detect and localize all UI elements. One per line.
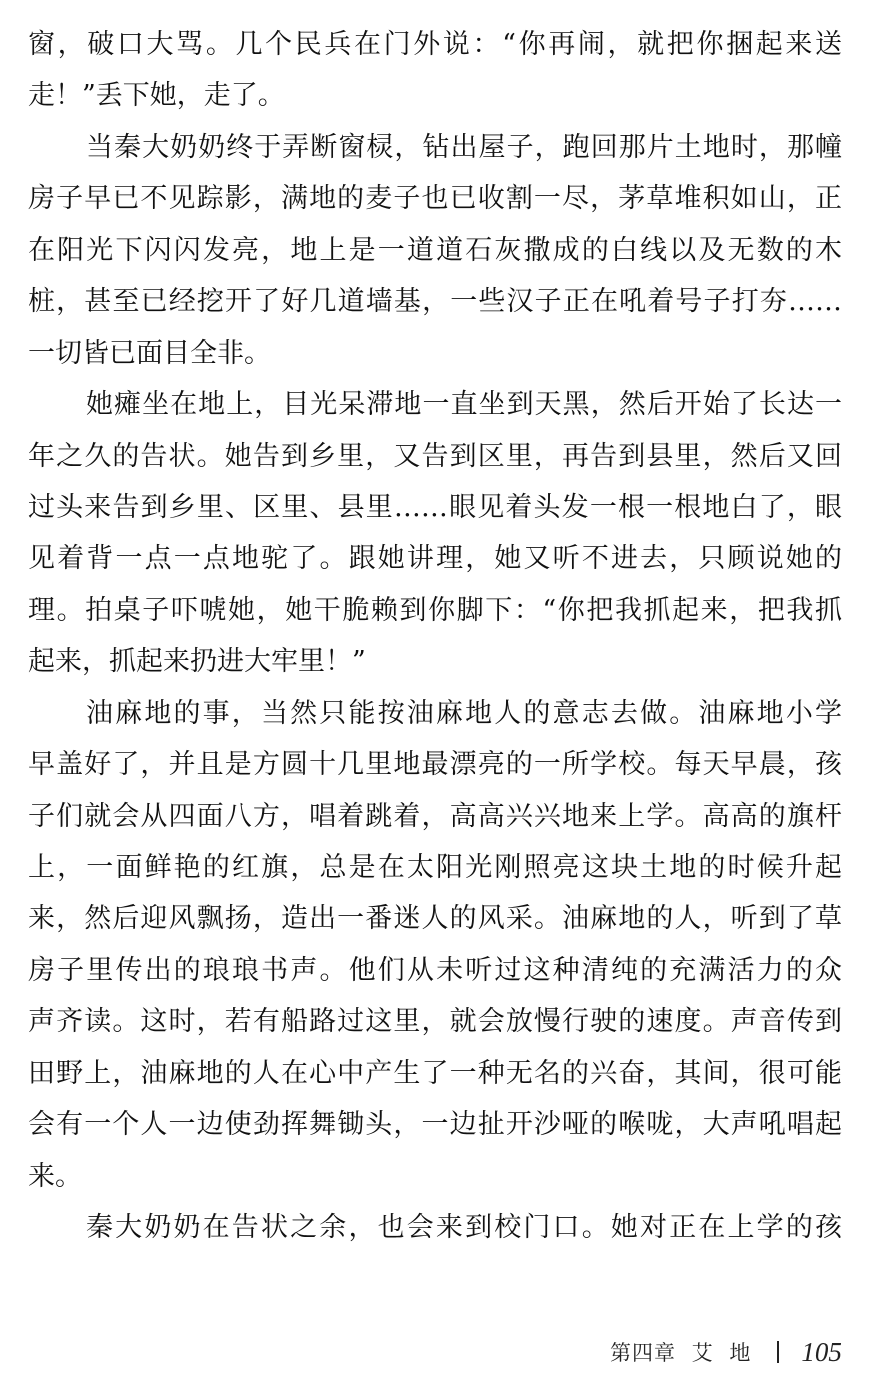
text-line: 她瘫坐在地上，目光呆滞地一直坐到天黑，然后开始了长达一 xyxy=(86,389,842,421)
text-line: 理。拍桌子吓唬她，她干脆赖到你脚下：“你把我抓起来，把我抓 xyxy=(28,594,842,626)
paragraph xyxy=(28,379,842,688)
text-line: 声齐读。这时，若有船路过这里，就会放慢行驶的速度。声音传到 xyxy=(28,1006,842,1038)
text-line: 来，然后迎风飘扬，造出一番迷人的风采。油麻地的人，听到了草 xyxy=(28,903,842,935)
paragraph xyxy=(28,122,842,379)
text-line: 一切皆已面目全非。 xyxy=(28,337,271,369)
text-line: 田野上，油麻地的人在心中产生了一种无名的兴奋，其间，很可能 xyxy=(28,1057,842,1089)
paragraph xyxy=(28,19,842,122)
text-line: 房子早已不见踪影，满地的麦子也已收割一尽，茅草堆积如山，正 xyxy=(28,183,842,215)
text-line: 当秦大奶奶终于弄断窗棂，钻出屋子，跑回那片土地时，那幢 xyxy=(86,131,842,163)
footer-separator xyxy=(777,1341,779,1363)
text-line: 上，一面鲜艳的红旗，总是在太阳光刚照亮这块土地的时候升起 xyxy=(28,852,842,883)
paragraph xyxy=(28,1202,842,1253)
text-line: 走！”丢下她，走了。 xyxy=(28,80,285,112)
text-line: 子们就会从四面八方，唱着跳着，高高兴兴地来上学。高高的旗杆 xyxy=(28,800,842,832)
text-line: 见着背一点一点地驼了。跟她讲理，她又听不进去，只顾说她的 xyxy=(28,543,842,575)
text-line: 过头来告到乡里、区里、县里……眼见着头发一根一根地白了，眼 xyxy=(28,491,842,523)
text-line: 年之久的告状。她告到乡里，又告到区里，再告到县里，然后又回 xyxy=(28,440,842,472)
text-line: 早盖好了，并且是方圆十几里地最漂亮的一所学校。每天早晨，孩 xyxy=(28,749,842,781)
text-line: 来。 xyxy=(28,1160,82,1192)
running-footer-chapter: 第四章 艾 地 xyxy=(610,1341,752,1365)
page-footer xyxy=(610,1335,842,1369)
text-line: 会有一个人一边使劲挥舞锄头，一边扯开沙哑的喉咙，大声吼唱起 xyxy=(28,1109,842,1141)
text-line: 起来，抓起来扔进大牢里！” xyxy=(28,646,366,678)
body-text xyxy=(28,19,842,1254)
text-line: 油麻地的事，当然只能按油麻地人的意志去做。油麻地小学 xyxy=(86,697,842,729)
paragraph xyxy=(28,688,842,1202)
text-line: 房子里传出的琅琅书声。他们从未听过这种清纯的充满活力的众 xyxy=(28,954,842,986)
text-line: 在阳光下闪闪发亮，地上是一道道石灰撒成的白线以及无数的木 xyxy=(28,234,842,266)
text-line: 桩，甚至已经挖开了好几道墙基，一些汉子正在吼着号子打夯…… xyxy=(28,286,842,318)
text-line: 秦大奶奶在告状之余，也会来到校门口。她对正在上学的孩 xyxy=(86,1212,842,1244)
text-line: 窗，破口大骂。几个民兵在门外说：“你再闹，就把你捆起来送 xyxy=(28,29,842,60)
page-number: 105 xyxy=(801,1336,842,1367)
